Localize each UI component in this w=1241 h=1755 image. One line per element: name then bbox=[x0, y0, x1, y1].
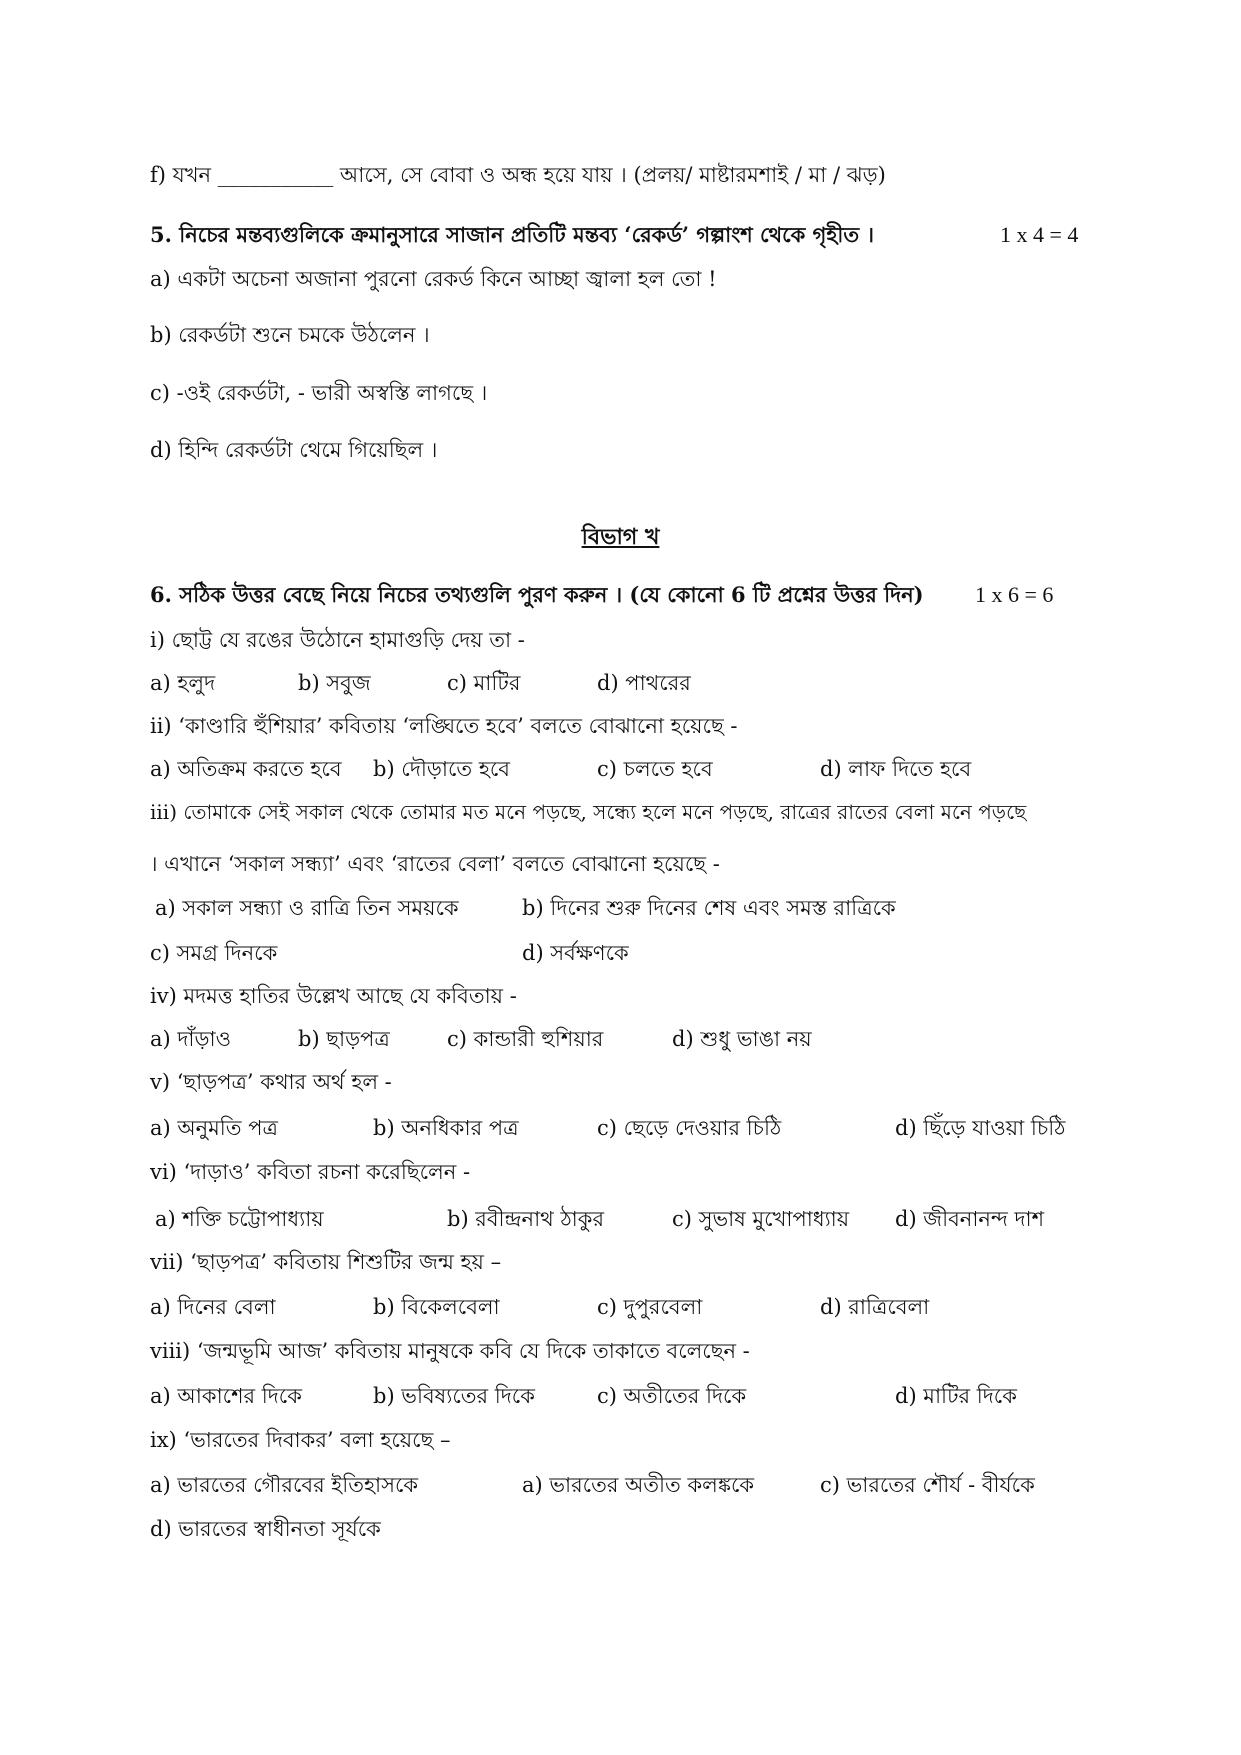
q6-iii-question-line2: । এখানে ‘সকাল সন্ধ্যা’ এবং ‘রাতের বেলা’ বলতে বোঝানো হয়েছে - bbox=[150, 852, 720, 876]
q6-ii-option-d: d) লাফ দিতে হবে bbox=[820, 757, 972, 781]
q6-v-option-b: b) অনধিকার পত্র bbox=[373, 1116, 519, 1140]
q6-iii-option-d: d) সর্বক্ষণকে bbox=[522, 941, 629, 965]
q6-ix-option-a2: a) ভারতের অতীত কলঙ্ককে bbox=[522, 1473, 755, 1497]
q6-ix-question: ix) ‘ভারতের দিবাকর’ বলা হয়েছে – bbox=[150, 1428, 451, 1452]
q6-vi-option-c: c) সুভাষ মুখোপাধ্যায় bbox=[672, 1207, 850, 1231]
question-5-marks: 1 x 4 = 4 bbox=[1000, 222, 1079, 247]
q6-viii-option-d: d) মাটির দিকে bbox=[895, 1384, 1017, 1408]
q6-v-option-d: d) ছিঁড়ে যাওয়া চিঠি bbox=[895, 1116, 1066, 1140]
q6-vi-option-d: d) জীবনানন্দ দাশ bbox=[895, 1207, 1045, 1231]
q6-ix-option-d: d) ভারতের স্বাধীনতা সূর্যকে bbox=[150, 1517, 381, 1541]
q6-viii-question: viii) ‘জন্মভূমি আজ’ কবিতায় মানুষকে কবি যে দিকে তাকাতে বলেছেন - bbox=[150, 1339, 750, 1363]
q6-iv-option-a: a) দাঁড়াও bbox=[150, 1027, 232, 1051]
q6-vii-option-b: b) বিকেলবেলা bbox=[373, 1295, 500, 1319]
q6-v-option-c: c) ছেড়ে দেওয়ার চিঠি bbox=[597, 1116, 782, 1140]
q6-v-option-a: a) অনুমতি পত্র bbox=[150, 1116, 278, 1140]
q6-iii-option-a: a) সকাল সন্ধ্যা ও রাত্রি তিন সময়কে bbox=[155, 896, 459, 920]
question-4f: f) যখন ___________ আসে, সে বোবা ও অন্ধ হয়ে যায় । (প্রলয়/ মাষ্টারমশাই / মা / ঝড়) bbox=[150, 163, 886, 187]
q5-item-a: a) একটা অচেনা অজানা পুরনো রেকর্ড কিনে আচ্ছা জ্বালা হল তো ! bbox=[150, 267, 717, 291]
q6-ii-option-c: c) চলতে হবে bbox=[597, 757, 713, 781]
q5-item-b: b) রেকর্ডটা শুনে চমকে উঠলেন । bbox=[150, 323, 430, 347]
q6-ii-question: ii) ‘কাণ্ডারি হুঁশিয়ার’ কবিতায় ‘লঙ্ঘিতে হবে’ বলতে বোঝানো হয়েছে - bbox=[150, 714, 738, 738]
q6-iii-option-c: c) সমগ্র দিনকে bbox=[150, 941, 278, 965]
q6-i-option-a: a) হলুদ bbox=[150, 671, 216, 695]
q6-ii-option-b: b) দৌড়াতে হবে bbox=[373, 757, 510, 781]
q6-vi-option-a: a) শক্তি চট্টোপাধ্যায় bbox=[155, 1207, 324, 1231]
q6-i-option-c: c) মাটির bbox=[447, 671, 521, 695]
q6-vii-question: vii) ‘ছাড়পত্র’ কবিতায় শিশুটির জন্ম হয় – bbox=[150, 1250, 502, 1274]
q6-iv-option-c: c) কান্ডারী হুশিয়ার bbox=[447, 1027, 604, 1051]
q6-ix-option-c: c) ভারতের শৌর্য - বীর্যকে bbox=[820, 1473, 1035, 1497]
q5-item-c: c) -ওই রেকর্ডটা, - ভারী অস্বস্তি লাগছে । bbox=[150, 381, 488, 405]
q6-ii-option-a: a) অতিক্রম করতে হবে bbox=[150, 757, 342, 781]
question-5-text: 5. নিচের মন্তব্যগুলিকে ক্রমানুসারে সাজান প্রতিটি মন্তব্য ‘রেকর্ড’ গল্পাংশ থেকে গৃহীত । bbox=[150, 222, 874, 247]
q6-v-question: v) ‘ছাড়পত্র’ কথার অর্থ হল - bbox=[150, 1070, 392, 1094]
q6-vii-option-d: d) রাত্রিবেলা bbox=[820, 1295, 930, 1319]
q6-viii-option-c: c) অতীতের দিকে bbox=[597, 1384, 747, 1408]
q6-ix-option-a: a) ভারতের গৌরবের ইতিহাসকে bbox=[150, 1473, 419, 1497]
q6-iv-option-b: b) ছাড়পত্র bbox=[298, 1027, 390, 1051]
q6-i-option-b: b) সবুজ bbox=[298, 671, 371, 695]
q6-vi-question: vi) ‘দাড়াও’ কবিতা রচনা করেছিলেন - bbox=[150, 1160, 471, 1184]
q6-i-question: i) ছোট্ট যে রঙের উঠোনে হামাগুড়ি দেয় তা - bbox=[150, 628, 525, 652]
q6-iii-option-b: b) দিনের শুরু দিনের শেষ এবং সমস্ত রাত্রিকে bbox=[522, 896, 896, 920]
q6-viii-option-a: a) আকাশের দিকে bbox=[150, 1384, 302, 1408]
q6-i-option-d: d) পাথরের bbox=[597, 671, 691, 695]
q6-iii-question-line1: iii) তোমাকে সেই সকাল থেকে তোমার মত মনে পড়ছে, সন্ধ্যে হলে মনে পড়ছে, রাত্রের রাতের বেলা মনে পড়ছে bbox=[150, 800, 1027, 824]
q5-item-d: d) হিন্দি রেকর্ডটা থেমে গিয়েছিল । bbox=[150, 438, 438, 462]
question-6-text: 6. সঠিক উত্তর বেছে নিয়ে নিচের তথ্যগুলি পুরণ করুন । (যে কোনো 6 টি প্রশ্নের উত্তর দিন) bbox=[150, 582, 924, 607]
q6-vii-option-c: c) দুপুরবেলা bbox=[597, 1295, 703, 1319]
q6-iv-option-d: d) শুধু ভাঙা নয় bbox=[672, 1027, 812, 1051]
question-6-marks: 1 x 6 = 6 bbox=[975, 582, 1054, 607]
q6-vii-option-a: a) দিনের বেলা bbox=[150, 1295, 276, 1319]
section-heading: বিভাগ খ bbox=[581, 524, 660, 550]
q6-vi-option-b: b) রবীন্দ্রনাথ ঠাকুর bbox=[447, 1207, 604, 1231]
q6-viii-option-b: b) ভবিষ্যতের দিকে bbox=[373, 1384, 535, 1408]
q6-iv-question: iv) মদমত্ত হাতির উল্লেখ আছে যে কবিতায় - bbox=[150, 984, 517, 1008]
